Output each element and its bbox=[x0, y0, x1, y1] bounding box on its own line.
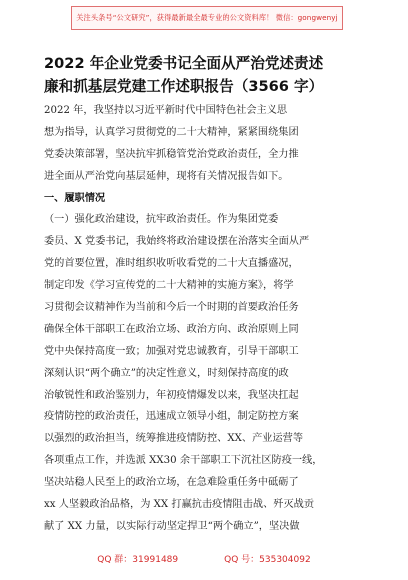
document-body bbox=[44, 100, 366, 538]
title-line: 2022 年企业党委书记全面从严治党述责述 bbox=[44, 55, 324, 72]
qq-group-number: QQ 群：31991489 bbox=[97, 555, 179, 565]
body-line: 进全面从严治党向基层延伸，现将有关情况报告如下。 bbox=[44, 170, 289, 182]
body-line: 党中央保持高度一致；加强对党忠诚教育，引导干部职工 bbox=[44, 345, 299, 357]
body-line: xx 人坚毅政治品格，为 XX 打赢抗击疫情阻击战、歼灭战贡 bbox=[44, 499, 315, 511]
body-line: 以强烈的政治担当，统筹推进疫情防控、XX、产业运营等 bbox=[44, 433, 304, 445]
title-line: 廉和抓基层党建工作述职报告（3566 字） bbox=[44, 78, 324, 95]
body-line: 想为指导，认真学习贯彻党的二十大精神，紧紧围绕集团 bbox=[44, 126, 299, 138]
body-line: 党的首要位置，准时组织收听收看党的二十大直播盛况， bbox=[44, 258, 299, 270]
promo-banner bbox=[71, 6, 343, 30]
body-line: 习贯彻会议精神作为当前和今后一个时期的首要政治任务 bbox=[44, 302, 299, 314]
body-line: 治敏锐性和政治鉴别力，年初疫情爆发以来，我坚决扛起 bbox=[44, 389, 299, 401]
body-line: 2022 年，我坚持以习近平新时代中国特色社会主义思 bbox=[44, 105, 288, 116]
body-line: 制定印发《学习宣传党的二十大精神的实施方案》，将学 bbox=[44, 280, 294, 292]
section-heading: 一、履职情况 bbox=[44, 192, 106, 204]
document-title bbox=[44, 52, 368, 98]
contact-footer bbox=[0, 552, 408, 572]
body-line: 深刻认识“两个确立”的决定性意义，时刻保持高度的政 bbox=[44, 367, 289, 379]
body-line: 疫情防控的政治责任，迅速成立领导小组，制定防控方案 bbox=[44, 411, 299, 423]
body-line: 委员、X 党委书记，我始终将政治建设摆在治落实全面从严 bbox=[44, 236, 310, 248]
body-line: 确保全体干部职工在政治立场、政治方向、政治原则上同 bbox=[44, 323, 299, 335]
body-line: （一）强化政治建设，抗牢政治责任。作为集团党委 bbox=[44, 214, 279, 226]
body-line: 各项重点工作，并选派 XX30 余干部职工下沉社区防疫一线， bbox=[44, 455, 323, 467]
body-line: 坚决站稳人民至上的政治立场，在急难险重任务中砥砺了 bbox=[44, 477, 299, 489]
qq-number: QQ 号：535304092 bbox=[224, 555, 311, 565]
promo-banner-text: 关注头条号“公文研究”，获得最新最全最专业的公文资料库！ 微信：gongwenyj bbox=[76, 13, 338, 22]
body-line: 献了 XX 力量，以实际行动坚定捍卫“两个确立”，坚决做 bbox=[44, 520, 300, 532]
body-line: 党委决策部署，坚决抗牢抓稳管党治党政治责任，全力推 bbox=[44, 148, 299, 160]
